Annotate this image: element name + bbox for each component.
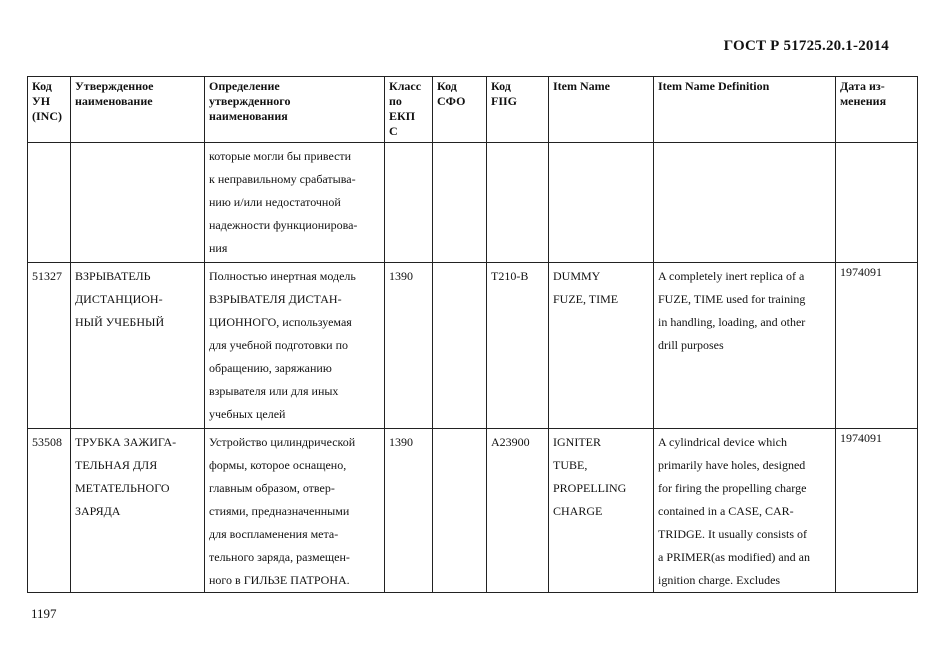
cell-inc: 51327 <box>28 263 71 429</box>
col-header-class-line: С <box>389 124 398 138</box>
definition-line: стиями, предназначенными <box>209 504 350 518</box>
definition-line: тельного заряда, размещен- <box>209 550 350 564</box>
col-header-sfo-line: СФО <box>437 94 466 108</box>
col-header-approved-name-line: Утвержденное <box>75 79 154 93</box>
item-definition-line: drill purposes <box>658 338 724 352</box>
col-header-inc-line: (INC) <box>32 109 62 123</box>
col-header-sfo <box>433 77 487 143</box>
cell-date: 1974091 <box>836 429 918 593</box>
definition-line: которые могли бы привести <box>209 149 352 163</box>
cell-definition <box>205 143 385 263</box>
col-header-date-line: Дата из- <box>840 79 885 93</box>
col-header-item-name-definition <box>654 77 836 143</box>
item-name-line: IGNITER <box>553 435 601 449</box>
cell-sfo <box>433 429 487 593</box>
approved-name-line: ВЗРЫВАТЕЛЬ <box>75 269 151 283</box>
col-header-class-line: Класс <box>389 79 422 93</box>
item-definition-line: FUZE, TIME used for training <box>658 292 806 306</box>
item-definition-line: a PRIMER(as modified) and an <box>658 550 810 564</box>
col-header-inc-line: Код <box>32 79 52 93</box>
cell-date: 1974091 <box>836 263 918 429</box>
cell-item-name <box>549 263 654 429</box>
item-name-line: TUBE, <box>553 458 588 472</box>
definition-line: Полностью инертная модель <box>209 269 356 283</box>
col-header-class <box>385 77 433 143</box>
definition-line: обращению, заряжанию <box>209 361 332 375</box>
definition-line: для учебной подготовки по <box>209 338 348 352</box>
table-header-row <box>28 77 918 143</box>
definition-line: ного в ГИЛЬЗЕ ПАТРОНА. <box>209 573 350 587</box>
cell-item-definition <box>654 429 836 593</box>
col-header-date <box>836 77 918 143</box>
approved-name-line: МЕТАТЕЛЬНОГО <box>75 481 170 495</box>
col-header-item-name-line: Item Name <box>553 79 610 93</box>
definition-line: учебных целей <box>209 407 286 421</box>
cell-class: 1390 <box>385 429 433 593</box>
col-header-definition <box>205 77 385 143</box>
item-definition-line: A cylindrical device which <box>658 435 787 449</box>
cell-item-definition <box>654 263 836 429</box>
cell-inc <box>28 143 71 263</box>
col-header-fiig-line: Код <box>491 79 511 93</box>
table-row <box>28 143 918 263</box>
col-header-inc-line: УН <box>32 94 51 108</box>
cell-item-name <box>549 143 654 263</box>
col-header-item-name <box>549 77 654 143</box>
col-header-approved-name <box>71 77 205 143</box>
item-definition-line: in handling, loading, and other <box>658 315 806 329</box>
item-definition-line: TRIDGE. It usually consists of <box>658 527 807 541</box>
definition-line: главным образом, отвер- <box>209 481 335 495</box>
item-definition-line: primarily have holes, designed <box>658 458 806 472</box>
item-name-line: DUMMY <box>553 269 601 283</box>
cell-class: 1390 <box>385 263 433 429</box>
approved-name-line: ДИСТАНЦИОН- <box>75 292 163 306</box>
cell-fiig <box>487 143 549 263</box>
cell-approved-name <box>71 143 205 263</box>
cell-definition <box>205 429 385 593</box>
definition-line: надежности функционирова- <box>209 218 358 232</box>
cell-sfo <box>433 143 487 263</box>
definition-line: взрывателя или для иных <box>209 384 339 398</box>
col-header-fiig-line: FIIG <box>491 94 518 108</box>
approved-name-line: ЗАРЯДА <box>75 504 121 518</box>
cell-approved-name <box>71 429 205 593</box>
item-name-line: FUZE, TIME <box>553 292 619 306</box>
cell-sfo <box>433 263 487 429</box>
col-header-definition-line: утвержденного <box>209 94 291 108</box>
standard-id: ГОСТ Р 51725.20.1-2014 <box>723 38 889 54</box>
definition-line: ния <box>209 241 228 255</box>
cell-item-name <box>549 429 654 593</box>
definition-line: Устройство цилиндрической <box>209 435 356 449</box>
col-header-sfo-line: Код <box>437 79 457 93</box>
col-header-class-line: по <box>389 94 402 108</box>
page-number: 1197 <box>31 606 57 621</box>
definition-line: ЦИОННОГО, используемая <box>209 315 352 329</box>
cell-approved-name <box>71 263 205 429</box>
item-name-line: PROPELLING <box>553 481 627 495</box>
col-header-approved-name-line: наименование <box>75 94 153 108</box>
definition-line: ВЗРЫВАТЕЛЯ ДИСТАН- <box>209 292 342 306</box>
item-definition-line: ignition charge. Excludes <box>658 573 781 587</box>
definition-line: к неправильному срабатыва- <box>209 172 356 186</box>
col-header-definition-line: Определение <box>209 79 280 93</box>
cell-fiig: T210-B <box>487 263 549 429</box>
approved-name-line: ТЕЛЬНАЯ ДЛЯ <box>75 458 158 472</box>
item-name-line: CHARGE <box>553 504 603 518</box>
col-header-definition-line: наименования <box>209 109 288 123</box>
col-header-item-name-definition-line: Item Name Definition <box>658 79 770 93</box>
table-row <box>28 429 918 593</box>
cell-item-definition <box>654 143 836 263</box>
definition-line: для воспламенения мета- <box>209 527 339 541</box>
col-header-date-line: менения <box>840 94 887 108</box>
item-definition-line: A completely inert replica of a <box>658 269 805 283</box>
cell-class <box>385 143 433 263</box>
approved-name-line: НЫЙ УЧЕБНЫЙ <box>75 315 165 329</box>
item-definition-line: for firing the propelling charge <box>658 481 807 495</box>
nomenclature-table <box>27 76 918 593</box>
col-header-inc <box>28 77 71 143</box>
cell-inc: 53508 <box>28 429 71 593</box>
definition-line: нию и/или недостаточной <box>209 195 341 209</box>
cell-fiig: A23900 <box>487 429 549 593</box>
definition-line: формы, которое оснащено, <box>209 458 347 472</box>
col-header-class-line: ЕКП <box>389 109 416 123</box>
item-definition-line: contained in a CASE, CAR- <box>658 504 794 518</box>
col-header-fiig <box>487 77 549 143</box>
cell-definition <box>205 263 385 429</box>
approved-name-line: ТРУБКА ЗАЖИГА- <box>75 435 177 449</box>
cell-date <box>836 143 918 263</box>
table-row <box>28 263 918 429</box>
